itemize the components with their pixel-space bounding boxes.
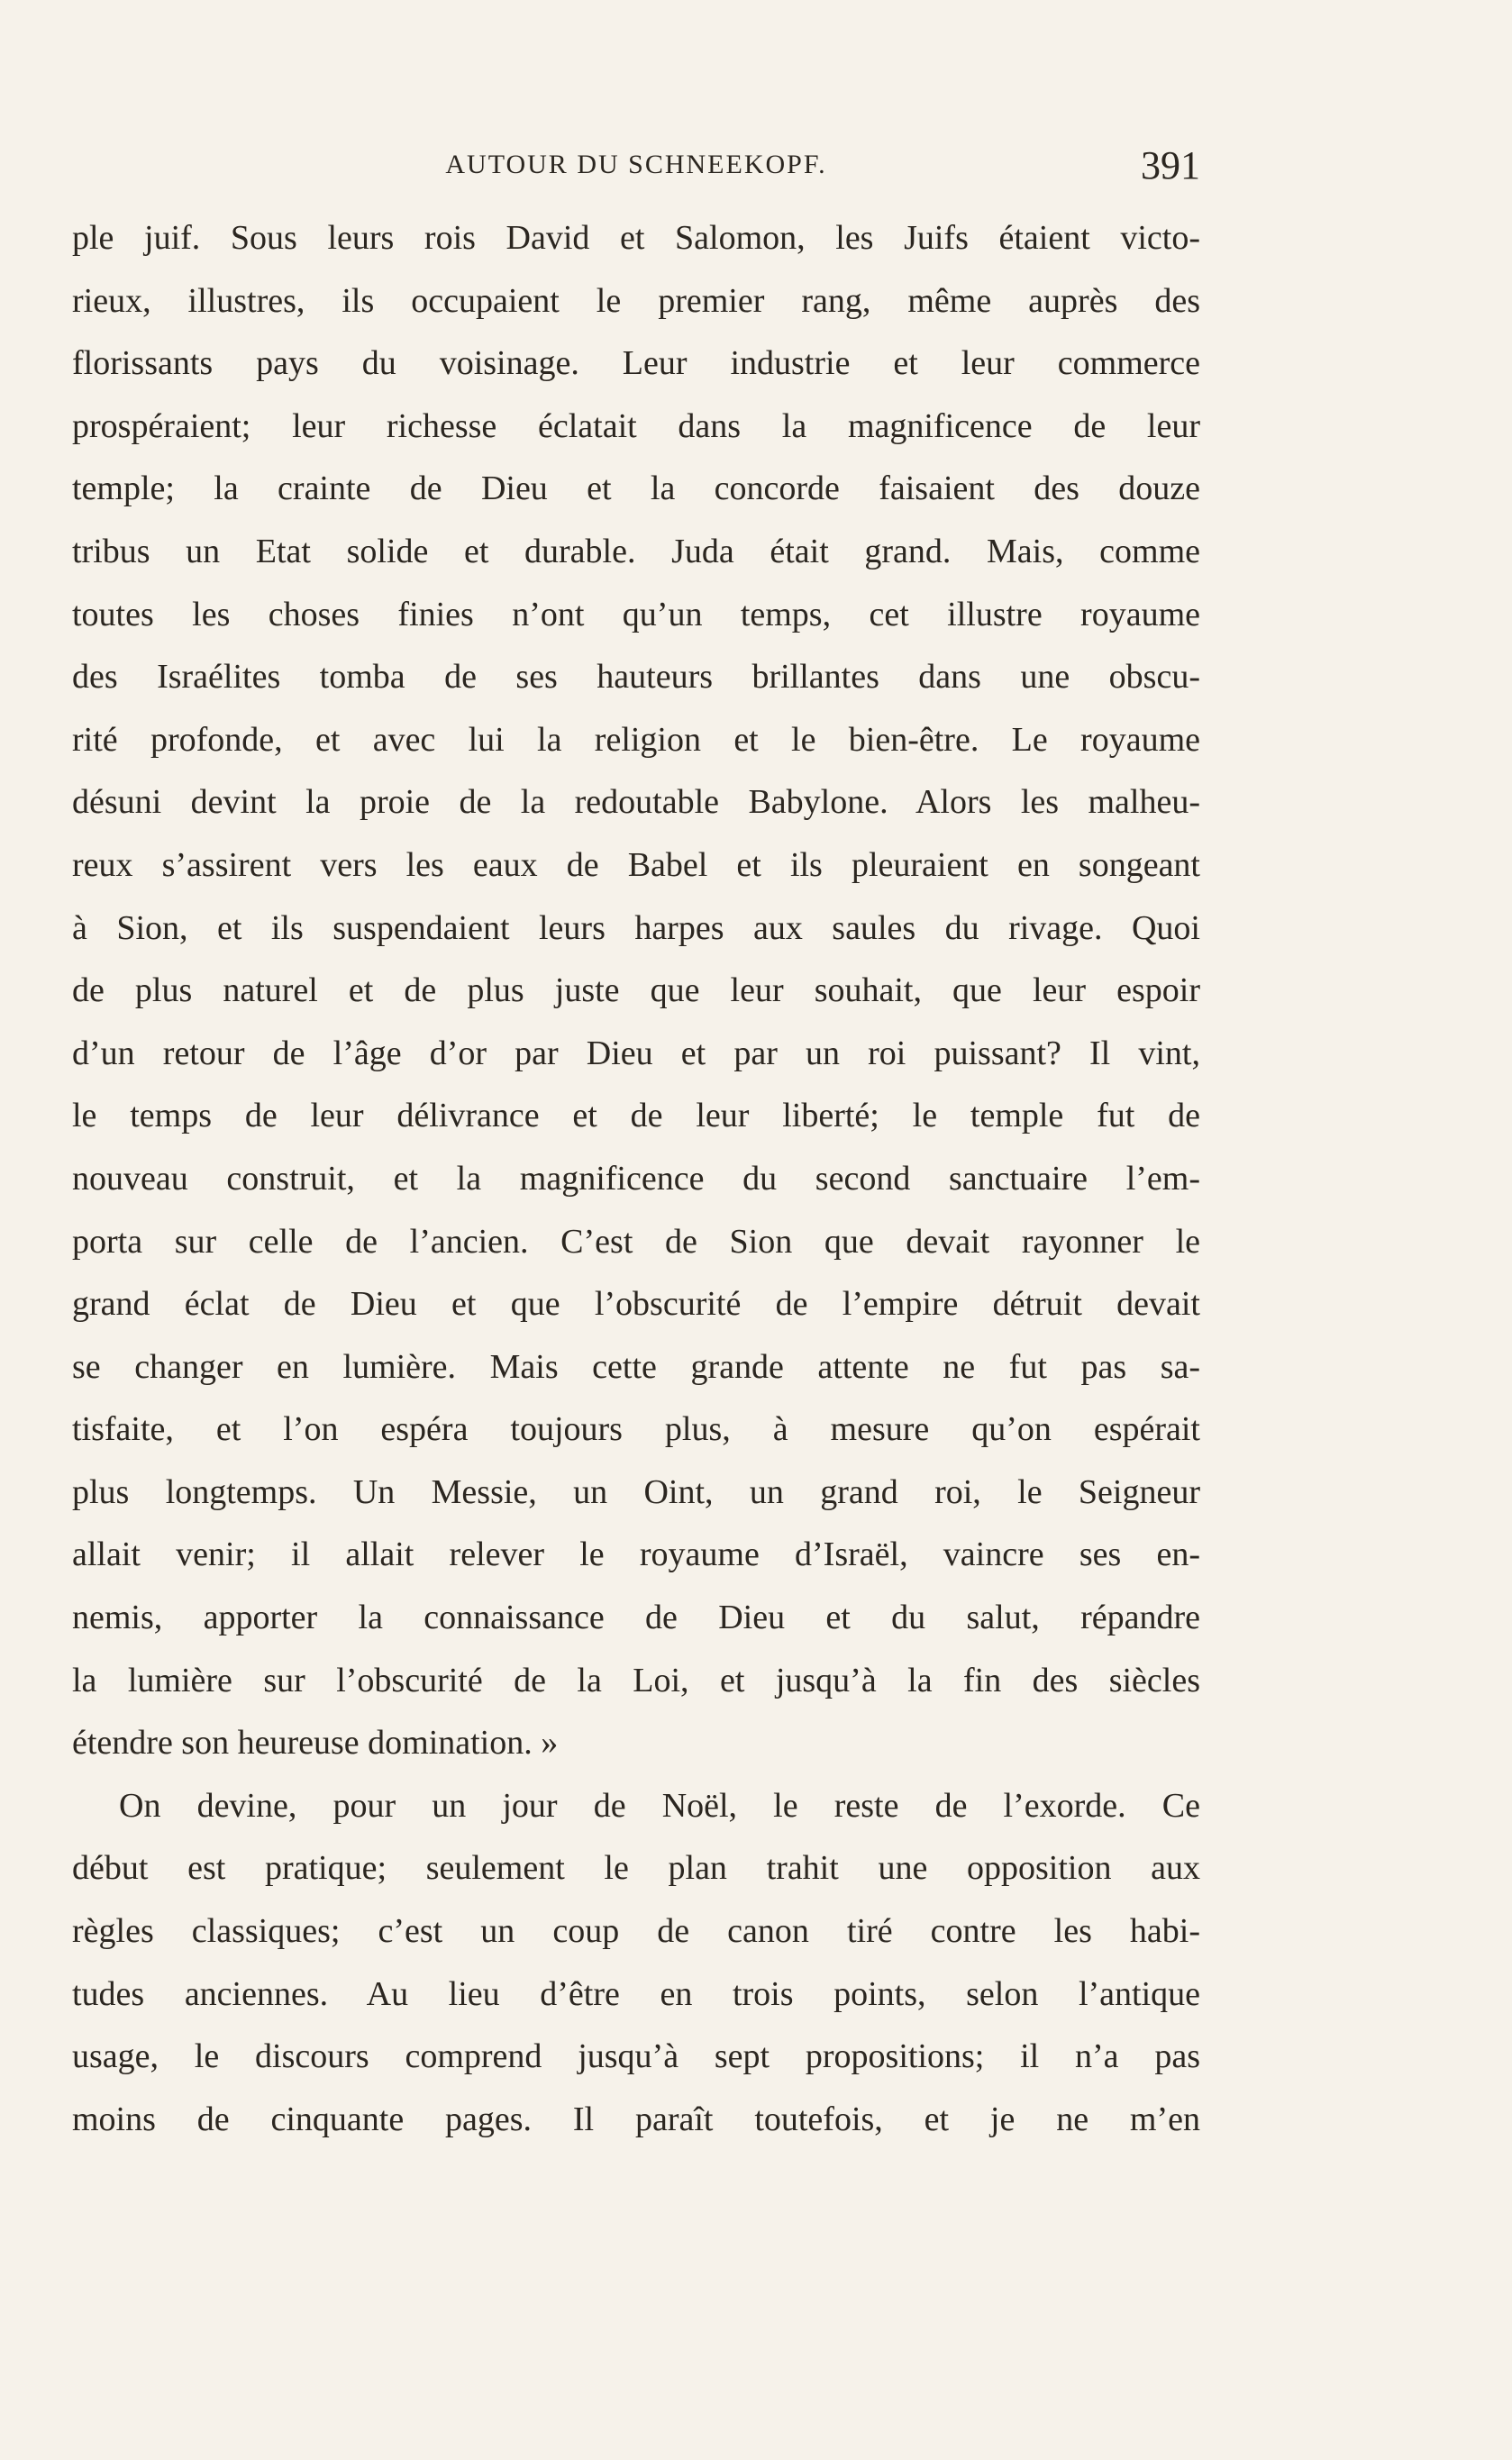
text-line: On devine, pour un jour de Noël, le reste de l’exorde. Ce: [119, 1786, 1200, 1825]
text-line: à Sion, et ils suspendaient leurs harpes aux saules du rivage. Quoi: [72, 908, 1200, 947]
text-line: des Israélites tomba de ses hauteurs brillantes dans une obscu-: [72, 658, 1200, 697]
text-line: reux s’assirent vers les eaux de Babel et ils pleuraient en songeant: [72, 845, 1200, 884]
text-line: moins de cinquante pages. Il paraît toutefois, et je ne m’en: [72, 2100, 1200, 2138]
text-line: tisfaite, et l’on espéra toujours plus, à mesure qu’on espérait: [72, 1410, 1200, 1449]
text-line: étendre son heureuse domination. »: [72, 1724, 559, 1763]
text-line: allait venir; il allait relever le royaume d’Israël, vaincre ses en-: [72, 1535, 1200, 1574]
text-line: nemis, apporter la connaissance de Dieu et du salut, répandre: [72, 1599, 1200, 1637]
text-line: usage, le discours comprend jusqu’à sept propositions; il n’a pas: [72, 2037, 1200, 2076]
text-line: règles classiques; c’est un coup de canon tiré contre les habi-: [72, 1912, 1200, 1951]
running-title: AUTOUR DU SCHNEEKOPF.: [445, 150, 827, 179]
text-line: début est pratique; seulement le plan trahit une opposition aux: [72, 1849, 1200, 1888]
text-line: plus longtemps. Un Messie, un Oint, un grand roi, le Seigneur: [72, 1472, 1200, 1511]
text-line: temple; la crainte de Dieu et la concorde faisaient des douze: [72, 469, 1200, 508]
text-line: nouveau construit, et la magnificence du second sanctuaire l’em-: [72, 1159, 1200, 1198]
text-line: grand éclat de Dieu et que l’obscurité de l’empire détruit devait: [72, 1285, 1200, 1324]
page-number: 391: [1141, 143, 1200, 187]
text-line: d’un retour de l’âge d’or par Dieu et par un roi puissant? Il vint,: [72, 1034, 1200, 1072]
text-line: ple juif. Sous leurs rois David et Salomon, les Juifs étaient victo-: [72, 219, 1200, 257]
text-line: rité profonde, et avec lui la religion et le bien-être. Le royaume: [72, 720, 1200, 759]
text-line: tribus un Etat solide et durable. Juda était grand. Mais, comme: [72, 532, 1200, 570]
text-line: tudes anciennes. Au lieu d’être en trois points, selon l’antique: [72, 1974, 1200, 2013]
text-line: désuni devint la proie de la redoutable Babylone. Alors les malheu-: [72, 783, 1200, 822]
text-line: le temps de leur délivrance et de leur liberté; le temple fut de: [72, 1097, 1200, 1135]
text-line: florissants pays du voisinage. Leur industrie et leur commerce: [72, 344, 1200, 383]
body-text: [72, 207, 1200, 2151]
text-line: prospéraient; leur richesse éclatait dans la magnificence de leur: [72, 406, 1200, 445]
text-line: porta sur celle de l’ancien. C’est de Sion que devait rayonner le: [72, 1222, 1200, 1261]
text-line: rieux, illustres, ils occupaient le premier rang, même auprès des: [72, 281, 1200, 320]
text-line: toutes les choses finies n’ont qu’un temps, cet illustre royaume: [72, 595, 1200, 633]
text-line: se changer en lumière. Mais cette grande attente ne fut pas sa-: [72, 1347, 1200, 1386]
text-line: la lumière sur l’obscurité de la Loi, et jusqu’à la fin des siècles: [72, 1661, 1200, 1699]
running-head: [72, 142, 1200, 187]
text-line: de plus naturel et de plus juste que leur souhait, que leur espoir: [72, 971, 1200, 1010]
